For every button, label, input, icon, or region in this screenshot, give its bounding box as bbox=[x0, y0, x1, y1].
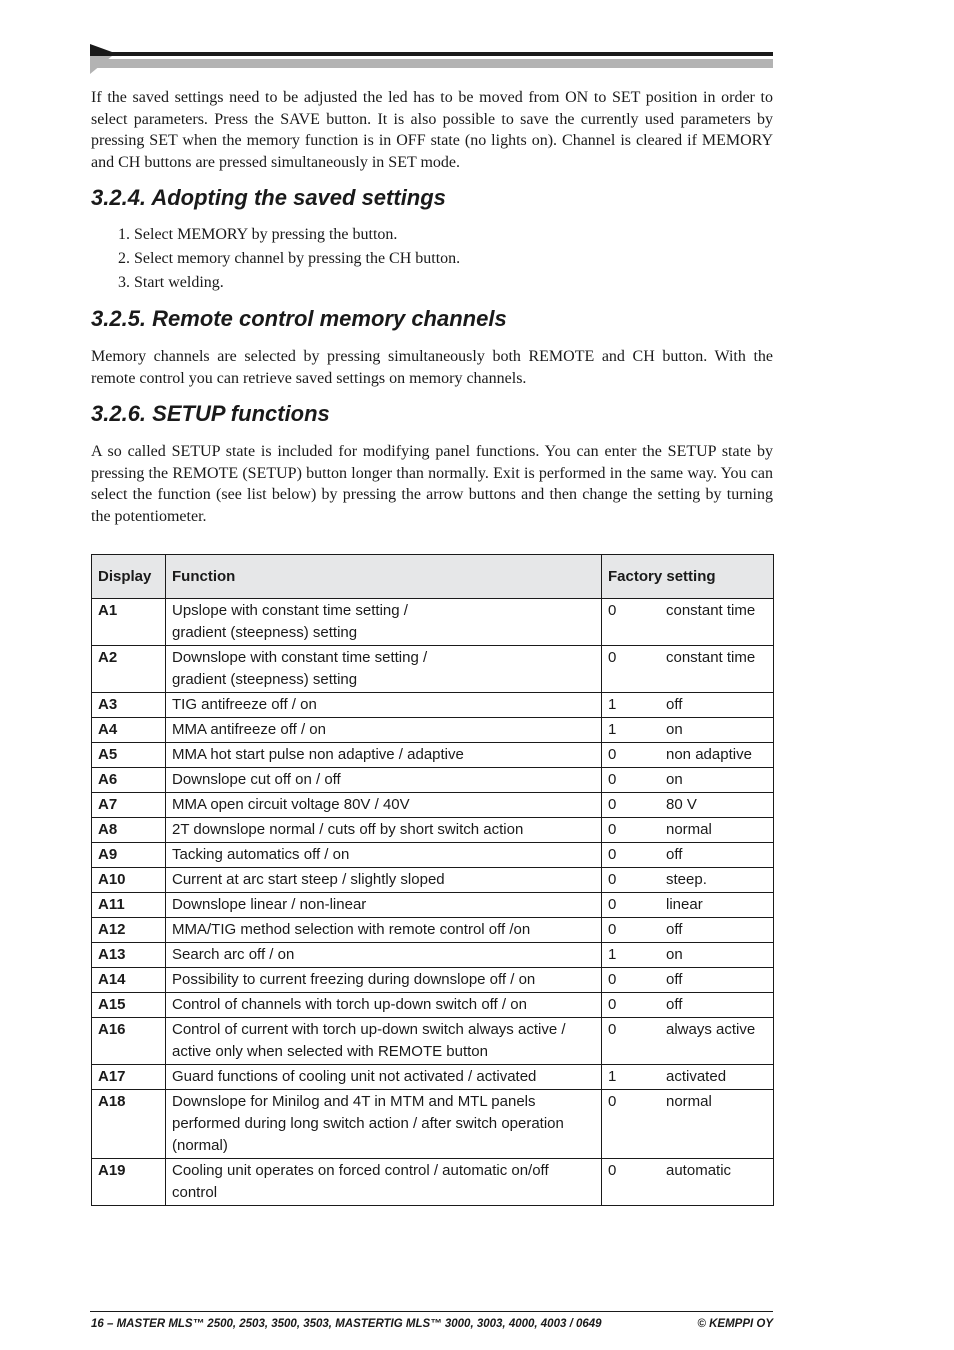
table-row bbox=[92, 943, 774, 968]
table-row bbox=[92, 768, 774, 793]
cell-display: A19 bbox=[92, 1159, 166, 1206]
factory-value: 0 bbox=[608, 846, 617, 863]
factory-value: 0 bbox=[608, 896, 617, 913]
cell-factory-setting bbox=[602, 943, 774, 968]
cell-function: Cooling unit operates on forced control / automatic on/off control bbox=[166, 1159, 602, 1206]
factory-setting-label: off bbox=[666, 696, 683, 713]
cell-factory-setting bbox=[602, 968, 774, 993]
factory-value: 0 bbox=[608, 746, 617, 763]
factory-setting-label: always active bbox=[666, 1021, 756, 1038]
cell-function: Downslope linear / non-linear bbox=[166, 893, 602, 918]
cell-display: A16 bbox=[92, 1018, 166, 1065]
section-title-adopting-settings: 3.2.4. Adopting the saved settings bbox=[91, 185, 446, 210]
table-row bbox=[92, 893, 774, 918]
cell-function: 2T downslope normal / cuts off by short switch action bbox=[166, 818, 602, 843]
cell-factory-setting bbox=[602, 918, 774, 943]
section-title-setup-functions: 3.2.6. SETUP functions bbox=[91, 401, 330, 426]
cell-display: A6 bbox=[92, 768, 166, 793]
table-row bbox=[92, 1018, 774, 1065]
cell-factory-setting bbox=[602, 743, 774, 768]
column-header-function: Function bbox=[166, 555, 602, 599]
setup-functions-table bbox=[91, 554, 774, 1206]
steps-list bbox=[91, 224, 460, 296]
cell-function: TIG antifreeze off / on bbox=[166, 693, 602, 718]
table-row bbox=[92, 818, 774, 843]
cell-display: A2 bbox=[92, 646, 166, 693]
factory-setting-label: normal bbox=[666, 1093, 712, 1110]
cell-display: A17 bbox=[92, 1065, 166, 1090]
table-row bbox=[92, 918, 774, 943]
column-header-display: Display bbox=[92, 555, 166, 599]
cell-factory-setting bbox=[602, 893, 774, 918]
factory-value: 0 bbox=[608, 921, 617, 938]
cell-display: A10 bbox=[92, 868, 166, 893]
cell-factory-setting bbox=[602, 843, 774, 868]
cell-display: A3 bbox=[92, 693, 166, 718]
intro-paragraph: If the saved settings need to be adjusted the led has to be moved from ON to SET position in order to select parameters. Press the SAVE button. It is also possible to save the currently used parameters by pressing SET when the memory function is in OFF state (no lights on). Channel is cleared if MEMORY and CH buttons are pressed simultaneously in SET mode. bbox=[91, 89, 773, 171]
cell-function: Search arc off / on bbox=[166, 943, 602, 968]
factory-setting-label: constant time bbox=[666, 602, 756, 619]
cell-display: A8 bbox=[92, 818, 166, 843]
factory-setting-label: off bbox=[666, 921, 683, 938]
cell-display: A1 bbox=[92, 599, 166, 646]
factory-value: 0 bbox=[608, 871, 617, 888]
factory-value: 0 bbox=[608, 649, 617, 666]
cell-display: A13 bbox=[92, 943, 166, 968]
factory-setting-label: normal bbox=[666, 821, 712, 838]
cell-factory-setting bbox=[602, 818, 774, 843]
header-decoration bbox=[90, 44, 774, 76]
cell-function: Upslope with constant time setting / gradient (steepness) setting bbox=[166, 599, 602, 646]
cell-function: MMA/TIG method selection with remote control off /on bbox=[166, 918, 602, 943]
cell-function: Control of channels with torch up-down switch off / on bbox=[166, 993, 602, 1018]
table-row bbox=[92, 743, 774, 768]
section-title-remote-memory: 3.2.5. Remote control memory channels bbox=[91, 306, 507, 331]
footer-divider bbox=[90, 1311, 773, 1312]
factory-value: 0 bbox=[608, 796, 617, 813]
cell-factory-setting bbox=[602, 693, 774, 718]
factory-value: 1 bbox=[608, 696, 617, 713]
factory-value: 0 bbox=[608, 1021, 617, 1038]
footer-document-title: 16 – MASTER MLS™ 2500, 2503, 3500, 3503, MASTERTIG MLS™ 3000, 3003, 4000, 4003 / 0649 bbox=[91, 1318, 602, 1330]
factory-setting-label: off bbox=[666, 846, 683, 863]
setup-paragraph: A so called SETUP state is included for modifying panel functions. You can enter the SETUP state by pressing the REMOTE (SETUP) button longer than normally. Exit is performed in the same way. You can select the function (see list below) by pressing the arrow buttons and then change the setting by turning the potentiometer. bbox=[91, 443, 773, 525]
cell-function: Guard functions of cooling unit not activated / activated bbox=[166, 1065, 602, 1090]
cell-factory-setting bbox=[602, 718, 774, 743]
factory-value: 1 bbox=[608, 946, 617, 963]
table-row bbox=[92, 1065, 774, 1090]
table-row bbox=[92, 693, 774, 718]
factory-value: 0 bbox=[608, 821, 617, 838]
cell-factory-setting bbox=[602, 646, 774, 693]
cell-display: A4 bbox=[92, 718, 166, 743]
column-header-factory-setting: Factory setting bbox=[602, 555, 774, 599]
cell-function: Downslope for Minilog and 4T in MTM and MTL panels performed during long switch action / after switch operation (normal) bbox=[166, 1090, 602, 1159]
factory-setting-label: linear bbox=[666, 896, 703, 913]
factory-value: 1 bbox=[608, 721, 617, 738]
cell-display: A18 bbox=[92, 1090, 166, 1159]
cell-factory-setting bbox=[602, 993, 774, 1018]
list-item: 3. Start welding. bbox=[118, 274, 224, 291]
cell-display: A12 bbox=[92, 918, 166, 943]
cell-factory-setting bbox=[602, 1090, 774, 1159]
cell-display: A14 bbox=[92, 968, 166, 993]
cell-function: MMA hot start pulse non adaptive / adaptive bbox=[166, 743, 602, 768]
footer-copyright: © KEMPPI OY bbox=[697, 1318, 773, 1330]
factory-setting-label: off bbox=[666, 971, 683, 988]
cell-function: Control of current with torch up-down switch always active / active only when selected with REMOTE button bbox=[166, 1018, 602, 1065]
factory-value: 0 bbox=[608, 971, 617, 988]
factory-setting-label: on bbox=[666, 771, 683, 788]
cell-function: Downslope with constant time setting / gradient (steepness) setting bbox=[166, 646, 602, 693]
factory-value: 0 bbox=[608, 602, 617, 619]
factory-value: 1 bbox=[608, 1068, 617, 1085]
table-row bbox=[92, 993, 774, 1018]
table-row bbox=[92, 1090, 774, 1159]
factory-setting-label: 80 V bbox=[666, 796, 697, 813]
remote-memory-paragraph: Memory channels are selected by pressing simultaneously both REMOTE and CH button. With the remote control you can retrieve saved settings on memory channels. bbox=[91, 348, 773, 387]
cell-display: A5 bbox=[92, 743, 166, 768]
cell-function: MMA open circuit voltage 80V / 40V bbox=[166, 793, 602, 818]
table-row bbox=[92, 646, 774, 693]
factory-setting-label: constant time bbox=[666, 649, 756, 666]
factory-value: 0 bbox=[608, 1162, 617, 1179]
cell-function: Possibility to current freezing during downslope off / on bbox=[166, 968, 602, 993]
table-body bbox=[92, 599, 774, 1206]
cell-function: Current at arc start steep / slightly sloped bbox=[166, 868, 602, 893]
cell-display: A15 bbox=[92, 993, 166, 1018]
factory-setting-label: steep. bbox=[666, 871, 707, 888]
list-item: 1. Select MEMORY by pressing the button. bbox=[118, 226, 398, 243]
cell-factory-setting bbox=[602, 868, 774, 893]
table-row bbox=[92, 868, 774, 893]
cell-display: A9 bbox=[92, 843, 166, 868]
cell-factory-setting bbox=[602, 1018, 774, 1065]
cell-function: Tacking automatics off / on bbox=[166, 843, 602, 868]
table-row bbox=[92, 968, 774, 993]
table-row bbox=[92, 718, 774, 743]
cell-display: A11 bbox=[92, 893, 166, 918]
cell-factory-setting bbox=[602, 793, 774, 818]
cell-factory-setting bbox=[602, 768, 774, 793]
cell-function: MMA antifreeze off / on bbox=[166, 718, 602, 743]
cell-factory-setting bbox=[602, 1159, 774, 1206]
cell-display: A7 bbox=[92, 793, 166, 818]
table-row bbox=[92, 599, 774, 646]
factory-setting-label: on bbox=[666, 721, 683, 738]
factory-setting-label: off bbox=[666, 996, 683, 1013]
factory-setting-label: automatic bbox=[666, 1162, 732, 1179]
table-row bbox=[92, 843, 774, 868]
cell-factory-setting bbox=[602, 1065, 774, 1090]
factory-setting-label: non adaptive bbox=[666, 746, 752, 763]
factory-value: 0 bbox=[608, 996, 617, 1013]
table-row bbox=[92, 793, 774, 818]
factory-setting-label: activated bbox=[666, 1068, 727, 1085]
table-header-row bbox=[92, 555, 774, 599]
factory-value: 0 bbox=[608, 771, 617, 788]
table-row bbox=[92, 1159, 774, 1206]
list-item: 2. Select memory channel by pressing the CH button. bbox=[118, 250, 461, 267]
cell-function: Downslope cut off on / off bbox=[166, 768, 602, 793]
factory-value: 0 bbox=[608, 1093, 617, 1110]
factory-setting-label: on bbox=[666, 946, 683, 963]
cell-factory-setting bbox=[602, 599, 774, 646]
